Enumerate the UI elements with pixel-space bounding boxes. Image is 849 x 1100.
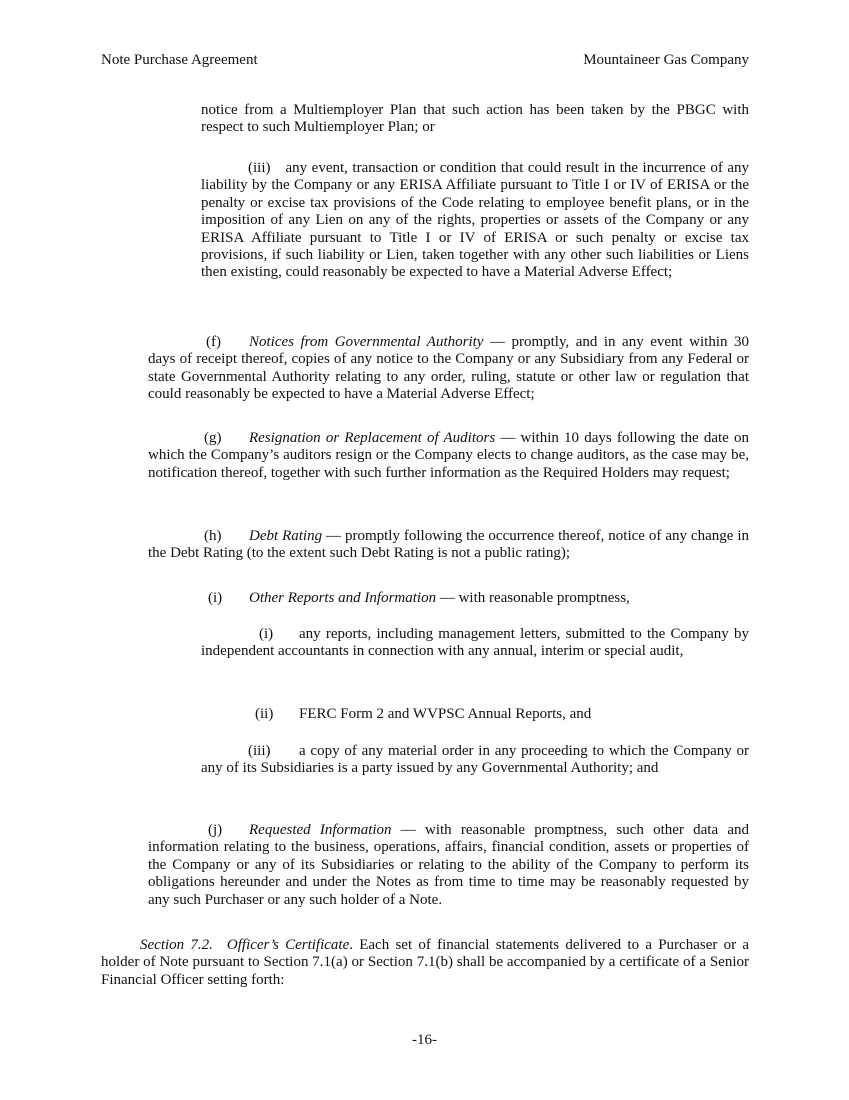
item-number: (i)	[208, 590, 223, 606]
paragraph-section-7-2	[101, 937, 749, 989]
item-number: (g)	[204, 430, 222, 446]
paragraph-continuation	[201, 102, 749, 137]
paragraph-text: — with reasonable promptness,	[436, 590, 630, 606]
paragraph-i-i	[201, 626, 749, 661]
paragraph-text: notice from a Multiemployer Plan that such action has been taken by the PBGC with respect to such Multiemployer Plan; or	[201, 102, 749, 136]
section-number: Section 7.2.	[140, 937, 213, 953]
paragraph-text: — promptly following the occurrence thereof, notice of any change in the Debt Rating (to the extent such Debt Rating is not a public rating);	[148, 528, 749, 562]
paragraph-j	[148, 822, 749, 909]
paragraph-h	[148, 528, 749, 563]
section-title: Officer’s Certificate	[226, 937, 350, 953]
page-number: -16-	[412, 1032, 437, 1048]
paragraph-i-iii	[201, 743, 749, 778]
item-title: Notices from Governmental Authority	[249, 334, 484, 350]
header-title: Note Purchase Agreement	[101, 52, 258, 68]
paragraph-g	[148, 430, 749, 482]
header-company: Mountaineer Gas Company	[583, 52, 749, 68]
paragraph-text: FERC Form 2 and WVPSC Annual Reports, and	[299, 706, 592, 722]
item-number: (ii)	[255, 706, 274, 722]
item-number: (i)	[259, 626, 274, 642]
paragraph-e-iii	[201, 160, 749, 282]
page-header	[101, 52, 749, 70]
paragraph-f	[148, 334, 749, 404]
paragraph-i	[148, 590, 749, 607]
item-number: (f)	[206, 334, 221, 350]
paragraph-i-ii	[201, 706, 749, 723]
item-number: (iii)	[248, 160, 271, 176]
paragraph-text: any reports, including management letters, submitted to the Company by independent accountants in connection with any annual, interim or special audit,	[201, 626, 749, 660]
item-title: Debt Rating	[249, 528, 323, 544]
item-number: (h)	[204, 528, 222, 544]
item-number: (iii)	[248, 743, 271, 759]
paragraph-text: — within 10 days following the date on which the Company’s auditors resign or the Company elects to change auditors, as the case may be, notification thereof, together with such further information as the Required Holders may request;	[148, 430, 750, 481]
paragraph-text: — with reasonable promptness, such other data and information relating to the business, operations, affairs, financial condition, assets or properties of the Company or any of its Subsidiaries or relating to the ability of the Company to perform its obligations hereunder and under the Notes as from time to time may be reasonably requested by any such Purchaser or any such holder of a Note.	[148, 822, 750, 908]
item-title: Requested Information	[249, 822, 392, 838]
item-number: (j)	[208, 822, 223, 838]
item-title: Resignation or Replacement of Auditors	[249, 430, 496, 446]
item-title: Other Reports and Information	[249, 590, 437, 606]
paragraph-text: any event, transaction or condition that could result in the incurrence of any liability by the Company or any ERISA Affiliate pursuant to Title I or IV of ERISA or the penalty or excise tax provisions of the Code relating to employee benefit plans, or in the imposition of any Lien on any of the rights, properties or assets of the Company or any ERISA Affiliate pursuant to Title I or IV of ERISA or such penalty or excise tax provisions, if such liability or Lien, taken together with any other such liabilities or Liens then existing, could reasonably be expected to have a Material Adverse Effect;	[201, 160, 750, 281]
paragraph-text: — promptly, and in any event within 30 days of receipt thereof, copies of any notice to the Company or any Subsidiary from any Federal or state Governmental Authority relating to any order, ruling, statute or other law or regulation that could reasonably be expected to have a Material Adverse Effect;	[148, 334, 749, 403]
paragraph-text: . Each set of financial statements delivered to a Purchaser or a holder of Note pursuant to Section 7.1(a) or Section 7.1(b) shall be accompanied by a certificate of a Senior Financial Officer setting forth:	[101, 937, 749, 988]
paragraph-text: a copy of any material order in any proceeding to which the Company or any of its Subsidiaries is a party issued by any Governmental Authority; and	[201, 743, 749, 777]
